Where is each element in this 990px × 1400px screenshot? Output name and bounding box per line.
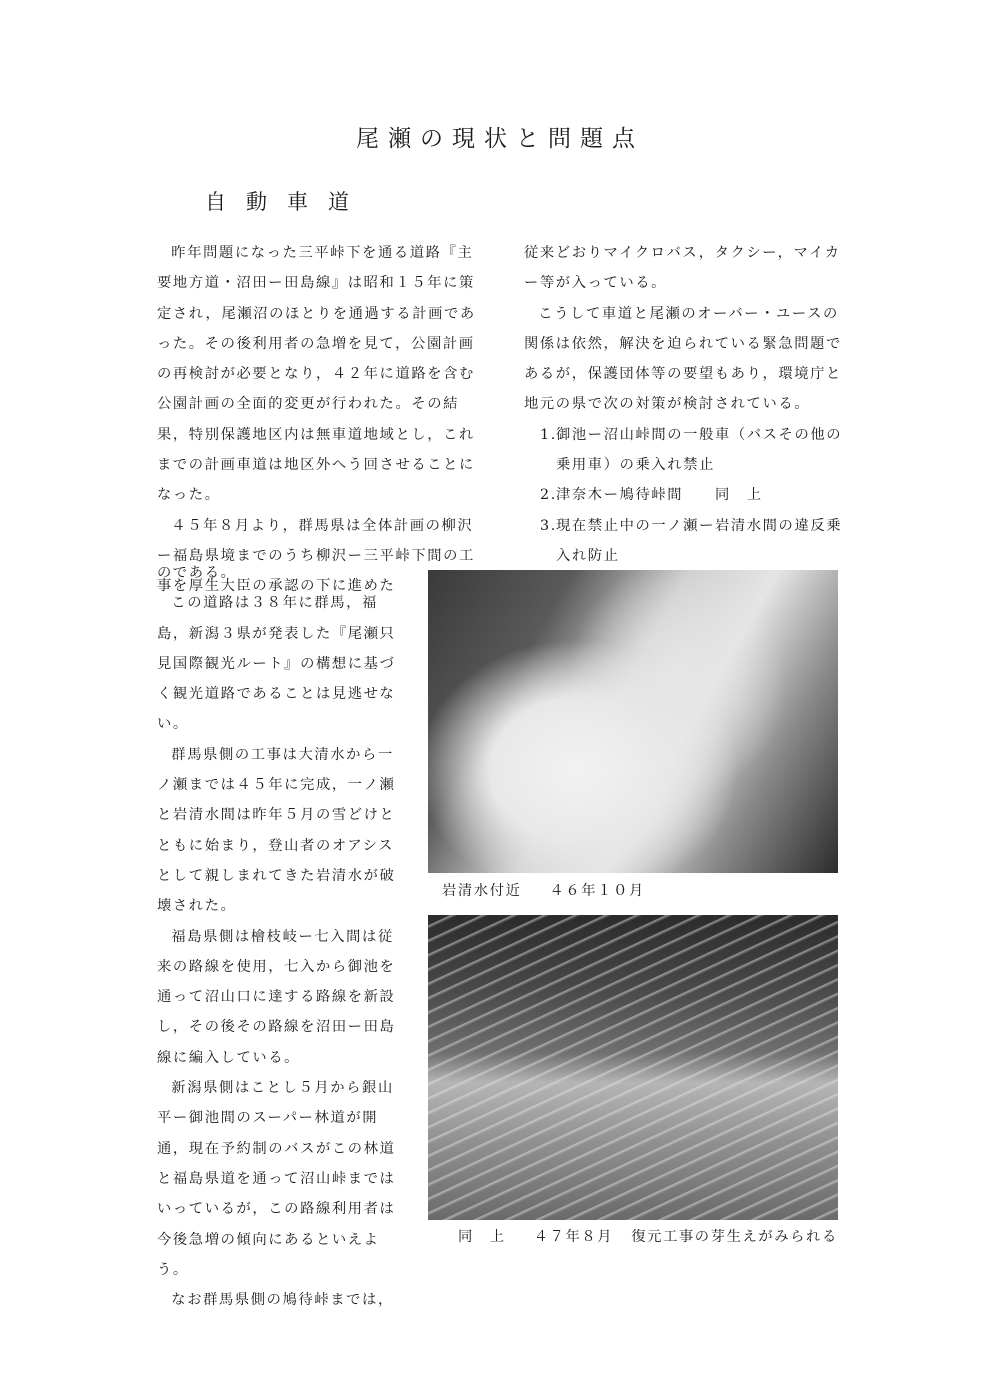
photo-slope-restoration <box>428 915 838 1220</box>
paragraph: 従来どおりマイクロバス，タクシー，マイカー等が入っている。 <box>524 245 841 292</box>
caption-place: 同 上 <box>458 1229 506 1245</box>
paragraph: 福島県側は檜枝岐ー七入間は従来の路線を使用，七入から御池を通って沼山口に達する路線を新設し，その後その路線を沼田ー田島線に編入している。 <box>157 928 396 1066</box>
countermeasure-list <box>524 420 849 571</box>
paragraph: なお群馬県側の鳩待峠までは， <box>171 1292 394 1309</box>
paragraph: 新潟県側はことし５月から銀山平ー御池間のスーパー林道が開通，現在予約制のバスがこの林道と福島県道を通って沼山峠まではいっているが，この路線利用者は今後急増の傾向にあるといえよう。 <box>157 1080 396 1278</box>
paragraph: 群馬県側の工事は大清水から一ノ瀬までは４５年に完成，一ノ瀬と岩清水間は昨年５月の雪どけとともに始まり，登山者のオアシスとして親しまれてきた岩清水が破壊された。 <box>157 746 396 915</box>
list-number: 2. <box>540 487 557 504</box>
photo-iwashimizu-road-construction <box>428 570 838 873</box>
photo-caption <box>442 880 645 900</box>
caption-date: ４７年８月 <box>533 1229 614 1245</box>
list-text: 津奈木ー鳩待峠間 同 上 <box>556 487 763 504</box>
paragraph: 昨年問題になった三平峠下を通る道路『主要地方道・沼田ー田島線』は昭和１５年に策定され，尾瀬沼のほとりを通過する計画であった。その後利用者の急増を見て，公園計画の再検討が必要となり，４２年に道路を含む公園計画の全面的変更が行われた。その結果，特別保護地区内は無車道地域とし，これまでの計画車道は地区外へう回させることになった。 <box>157 245 476 504</box>
right-column <box>524 238 849 571</box>
left-column-lower <box>157 558 409 1315</box>
list-number: 1. <box>540 426 557 443</box>
paragraph: こうして車道と尾瀬のオーバー・ユースの関係は依然，解決を迫られている緊急問題であるが，保護団体等の要望もあり，環境庁と地元の県で次の対策が検討されている。 <box>524 305 842 413</box>
photo-caption <box>458 1226 838 1246</box>
list-item <box>524 480 849 510</box>
left-column-top <box>157 238 482 602</box>
caption-date: ４６年１０月 <box>549 883 645 899</box>
list-number: 3. <box>540 517 557 534</box>
paragraph: のである。 <box>157 565 237 581</box>
caption-place: 岩清水付近 <box>442 883 522 899</box>
page-title: 尾瀬の現状と問題点 <box>356 126 644 152</box>
list-text: 御池ー沼山峠間の一般車（バスその他の乗用車）の乗入れ禁止 <box>556 426 843 474</box>
list-item <box>524 420 849 481</box>
list-item <box>524 511 849 572</box>
list-text: 現在禁止中の一ノ瀬ー岩清水間の違反乗入れ防止 <box>556 517 843 564</box>
section-heading: 自動車道 <box>205 190 369 214</box>
paragraph: この道路は３８年に群馬，福島，新潟３県が発表した『尾瀬只見国際観光ルート』の構想に基づく観光道路であることは見逃せない。 <box>157 595 396 733</box>
caption-note: 復元工事の芽生えがみられる <box>631 1229 838 1245</box>
paragraph: ４５年８月より，群馬県は全体計画の柳沢ー福島県境までのうち柳沢ー三平峠下間の工事を厚生大臣の承認の下に進めた <box>157 517 475 595</box>
